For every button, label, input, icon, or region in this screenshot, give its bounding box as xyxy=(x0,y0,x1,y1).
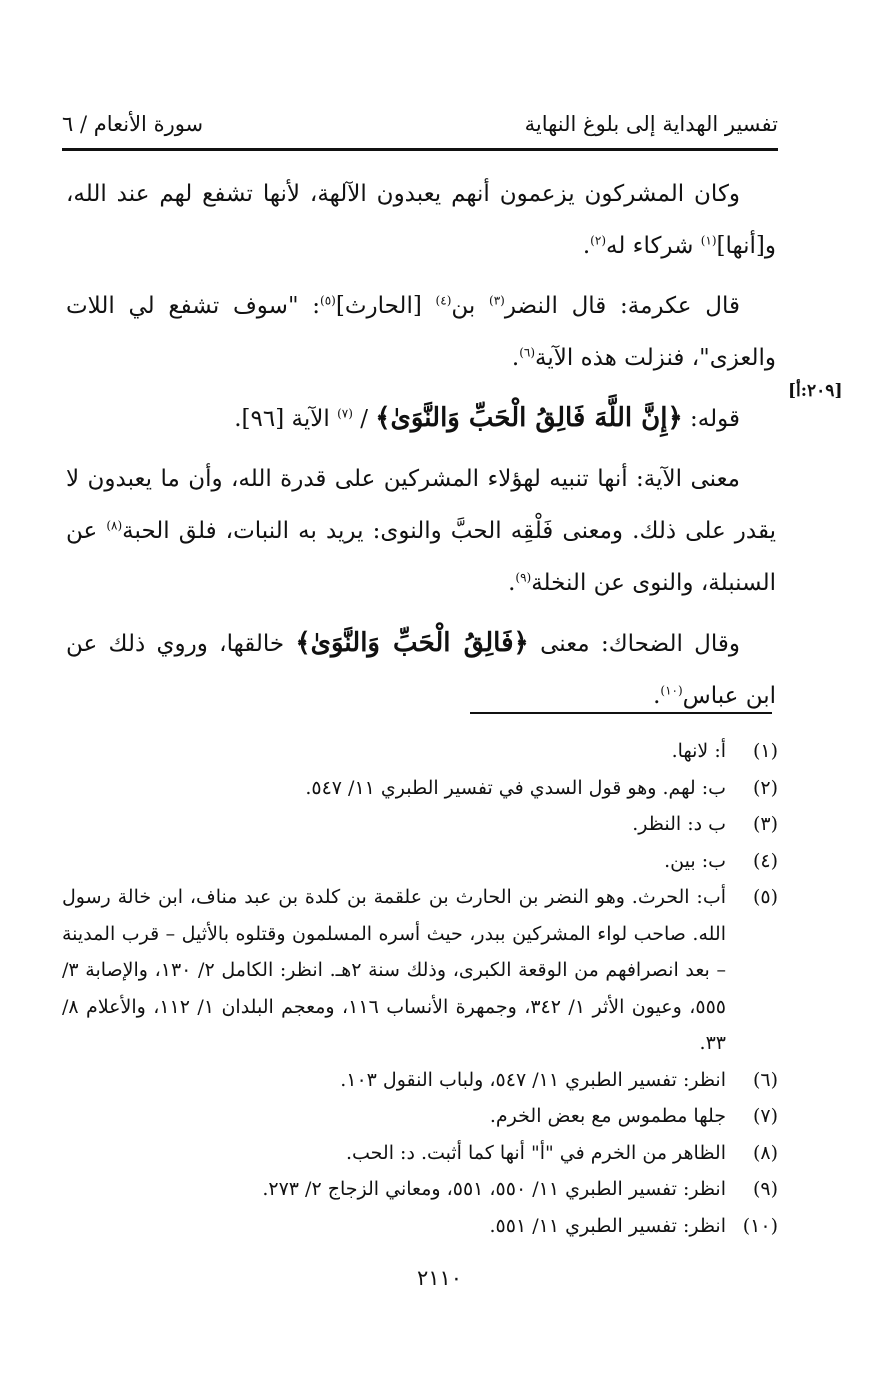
text-run: عن السنبلة، والنوى عن النخلة xyxy=(66,518,776,596)
main-text xyxy=(66,168,776,730)
footnotes-section xyxy=(62,733,778,1244)
footnote-item xyxy=(62,879,778,1062)
text-run: . xyxy=(508,570,516,596)
footnote-text: أب: الحرث. وهو النضر بن الحارث بن علقمة بن كلدة بن عبد مناف، ابن خالة رسول الله. صاحب لواء المشركين ببدر، حيث أسره المسلمون وقتلوه بالأثيل – قرب المدينة – بعد انصرافهم من الوقعة الكبرى، وذلك سنة ٢هـ. انظر: الكامل ٢/ ١٣٠، والإصابة ٣/ ٥٥٥، وعيون الأثر ١/ ٣٤٢، وجمهرة الأنساب ١١٦، ومعجم البلدان ١/ ١١٢، والأعلام ٨/ ٣٣. xyxy=(62,886,726,1054)
text-run: . xyxy=(653,683,661,709)
quran-verse: ﴿فَالِقُ الْحَبِّ وَالنَّوَىٰ﴾ xyxy=(295,628,529,658)
footnote-number: (١) xyxy=(752,740,778,762)
footnote-separator xyxy=(470,712,772,714)
footnote-ref: (٦) xyxy=(519,345,536,360)
paragraph xyxy=(66,168,776,272)
footnote-text: الظاهر من الخرم في "أ" أنها كما أثبت. د: الحب. xyxy=(345,1141,726,1164)
footnote-ref: (٤) xyxy=(435,293,452,308)
paragraph xyxy=(66,453,776,609)
footnote-ref: (٩) xyxy=(515,570,532,585)
text-run: : "سوف تشفع لي اللات والعزى"، فنزلت هذه الآية xyxy=(66,293,776,371)
footnote-text: ب: لهم. وهو قول السدي في تفسير الطبري ١١/ ٥٤٧. xyxy=(305,776,726,799)
text-run: وكان المشركون يزعمون أنهم يعبدون الآلهة، لأنها تشفع لهم عند الله، و[أنها] xyxy=(66,181,776,259)
footnote-ref: (٢) xyxy=(590,233,606,248)
footnote-item xyxy=(62,843,778,880)
page-number: ٢١١٠ xyxy=(416,1266,463,1290)
surah-label: سورة الأنعام / ٦ xyxy=(62,112,204,136)
footnote-ref: (١٠) xyxy=(660,683,683,698)
manuscript-folio-marker: [٢٠٩:أ] xyxy=(788,381,843,401)
footnote-item xyxy=(62,1135,778,1172)
footnote-item xyxy=(62,1098,778,1135)
footnote-text: انظر: تفسير الطبري ١١/ ٥٥١. xyxy=(489,1214,726,1237)
footnote-ref: (١) xyxy=(700,233,717,248)
footnote-number: (١٠) xyxy=(742,1214,778,1237)
footnote-item xyxy=(62,1062,778,1099)
book-title: تفسير الهداية إلى بلوغ النهاية xyxy=(524,112,778,136)
footnote-number: (٤) xyxy=(752,849,778,872)
footnote-item xyxy=(62,1208,778,1245)
footnote-ref: (٧) xyxy=(337,406,353,421)
footnote-number: (٦) xyxy=(752,1068,778,1091)
text-run: خالقها، وروي ذلك عن ابن عباس xyxy=(66,631,776,709)
paragraph xyxy=(66,280,776,384)
footnote-text: جلها مطموس مع بعض الخرم. xyxy=(489,1105,726,1127)
text-run: قال عكرمة: قال النضر xyxy=(504,293,740,319)
footnote-item xyxy=(62,733,778,770)
text-run: وقال الضحاك: معنى xyxy=(528,631,740,657)
footnote-number: (٩) xyxy=(752,1178,778,1200)
footnote-ref: (٥) xyxy=(320,293,336,308)
footnote-text: ب: بين. xyxy=(664,849,726,872)
text-run: [الحارث] xyxy=(335,293,436,319)
paragraph xyxy=(66,617,776,722)
header-rule xyxy=(62,148,778,151)
text-run: شركاء له xyxy=(606,233,701,259)
footnote-text: أ: لانها. xyxy=(671,740,726,762)
footnote-text: انظر: تفسير الطبري ١١/ ٥٥٠، ٥٥١، ومعاني الزجاج ٢/ ٢٧٣. xyxy=(262,1178,726,1200)
text-run: الآية [٩٦]. xyxy=(234,406,338,432)
quran-verse: ﴿إِنَّ اللَّهَ فَالِقُ الْحَبِّ وَالنَّوَىٰ﴾ xyxy=(375,403,683,433)
footnote-number: (٨) xyxy=(752,1141,778,1164)
text-run: . xyxy=(511,345,520,371)
text-run: / xyxy=(352,406,376,432)
text-run: معنى الآية: أنها تنبيه لهؤلاء المشركين على قدرة الله، وأن ما يعبدون لا يقدر على ذلك. ومعنى فَلْقِه الحبَّ والنوى: يريد به النبات، فلق الحبة xyxy=(66,466,776,544)
footnote-number: (٥) xyxy=(752,886,778,908)
footnote-item xyxy=(62,806,778,843)
text-run: بن xyxy=(451,293,490,319)
footnote-text: ب د: النظر. xyxy=(632,813,726,835)
footnote-ref: (٣) xyxy=(489,293,505,308)
footnote-number: (٣) xyxy=(752,813,778,835)
text-run: . xyxy=(582,233,591,259)
footnote-item xyxy=(62,1171,778,1208)
footnote-text: انظر: تفسير الطبري ١١/ ٥٤٧، ولباب النقول ١٠٣. xyxy=(340,1068,726,1091)
paragraph xyxy=(66,392,776,445)
footnote-item xyxy=(62,770,778,807)
footnote-ref: (٨) xyxy=(106,518,123,533)
footnote-number: (٧) xyxy=(752,1105,778,1127)
text-run: قوله: xyxy=(682,406,740,432)
running-header xyxy=(62,108,778,148)
footnote-number: (٢) xyxy=(752,776,778,799)
